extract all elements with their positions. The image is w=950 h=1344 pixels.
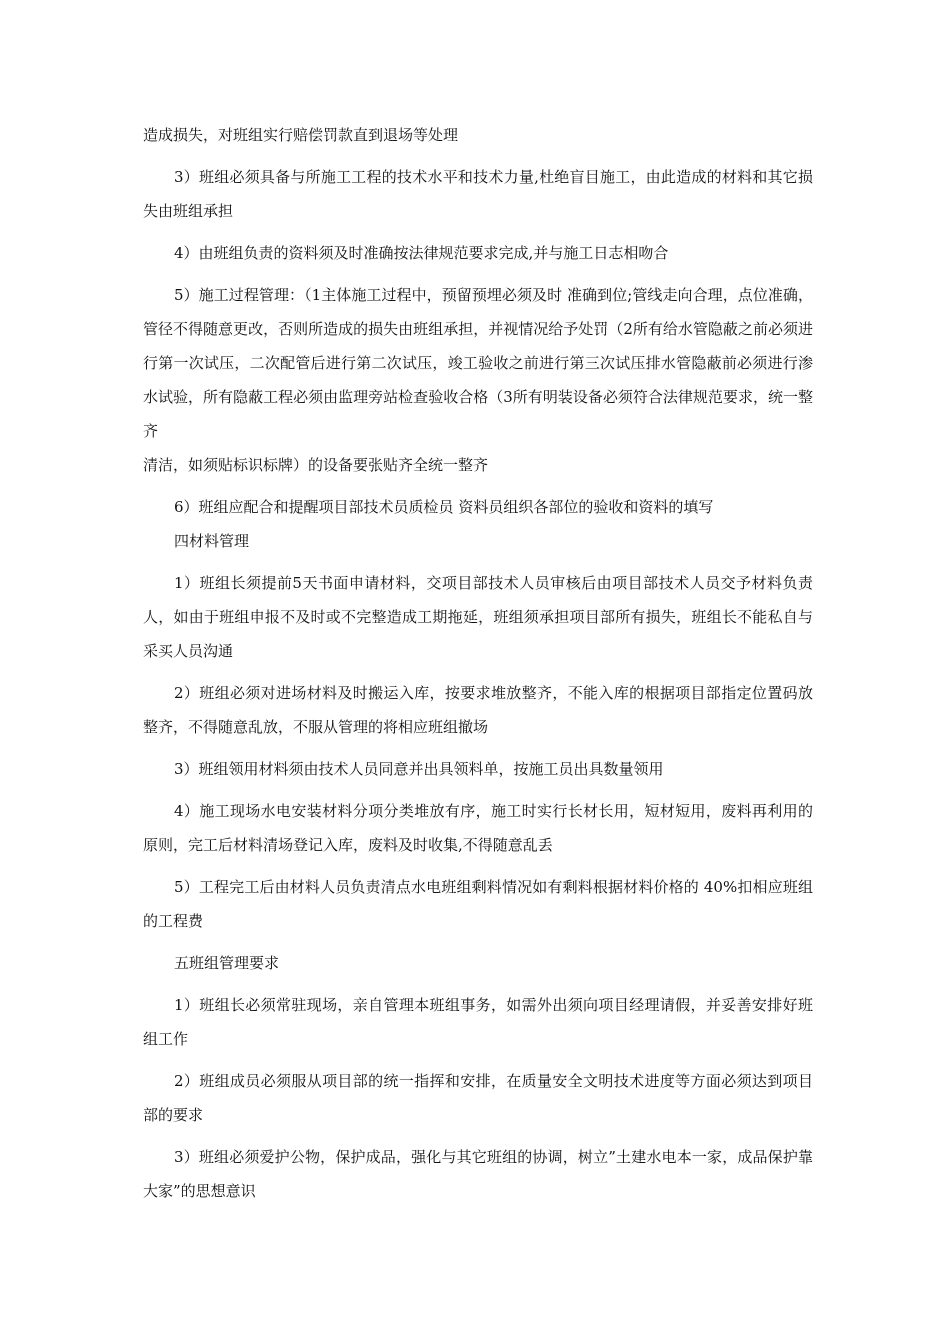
section-heading-team-management: 五班组管理要求 <box>174 954 280 972</box>
paragraph-materials-4: 4）施工现场水电安装材料分项分类堆放有序，施工时实行长材长用，短材短用，废料再利用的原则，完工后材料清场登记入库，废料及时收集,不得随意乱丢 <box>143 802 813 854</box>
paragraph-materials-2: 2）班组必须对进场材料及时搬运入库，按要求堆放整齐，不能入库的根据项目部指定位置码放整齐，不得随意乱放，不服从管理的将相应班组撤场 <box>143 684 813 736</box>
paragraph-materials-5: 5）工程完工后由材料人员负责清点水电班组剩料情况如有剩料根据材料价格的 40%扣相应班组的工程费 <box>143 878 813 930</box>
paragraph-item-3: 3）班组必须具备与所施工工程的技术水平和技术力量,杜绝盲目施工，由此造成的材料和其它损失由班组承担 <box>143 168 813 220</box>
paragraph-team-2: 2）班组成员必须服从项目部的统一指挥和安排，在质量安全文明技术进度等方面必须达到项目部的要求 <box>143 1072 813 1124</box>
paragraph-item-5: 5）施工过程管理：（1主体施工过程中，预留预埋必须及时 准确到位;管线走向合理，点位准确，管径不得随意更改，否则所造成的损失由班组承担，并视情况给予处罚（2所有给水管隐蔽之前必须进行第一次试压，二次配管后进行第二次试压，竣工验收之前进行第三次试压排水管隐蔽前必须进行渗水试验，所有隐蔽工程必须由监理旁站检查验收合格（3所有明装设备必须符合法律规范要求，统一整齐 <box>143 286 813 440</box>
paragraph-materials-1: 1）班组长须提前5天书面申请材料，交项目部技术人员审核后由项目部技术人员交予材料负责人，如由于班组申报不及时或不完整造成工期拖延，班组须承担项目部所有损失，班组长不能私自与采买人员沟通 <box>143 574 813 660</box>
paragraph-item-6: 6）班组应配合和提醒项目部技术员质检员 资料员组织各部位的验收和资料的填写 <box>174 498 714 516</box>
paragraph-item-5-continued: 清洁，如须贴标识标牌）的设备要张贴齐全统一整齐 <box>143 456 489 474</box>
paragraph-item-4: 4）由班组负责的资料须及时准确按法律规范要求完成,并与施工日志相吻合 <box>174 244 669 262</box>
paragraph-team-3: 3）班组必须爱护公物，保护成品，强化与其它班组的协调，树立”土建水电本一家，成品保护靠大家”的思想意识 <box>143 1148 813 1200</box>
section-heading-materials: 四材料管理 <box>174 532 250 550</box>
paragraph-team-1: 1）班组长必须常驻现场，亲自管理本班组事务，如需外出须向项目经理请假，并妥善安排好班组工作 <box>143 996 813 1048</box>
paragraph-continuation: 造成损失，对班组实行赔偿罚款直到退场等处理 <box>143 126 459 144</box>
document-body <box>143 118 813 1208</box>
paragraph-materials-3: 3）班组领用材料须由技术人员同意并出具领料单，按施工员出具数量领用 <box>174 760 664 778</box>
